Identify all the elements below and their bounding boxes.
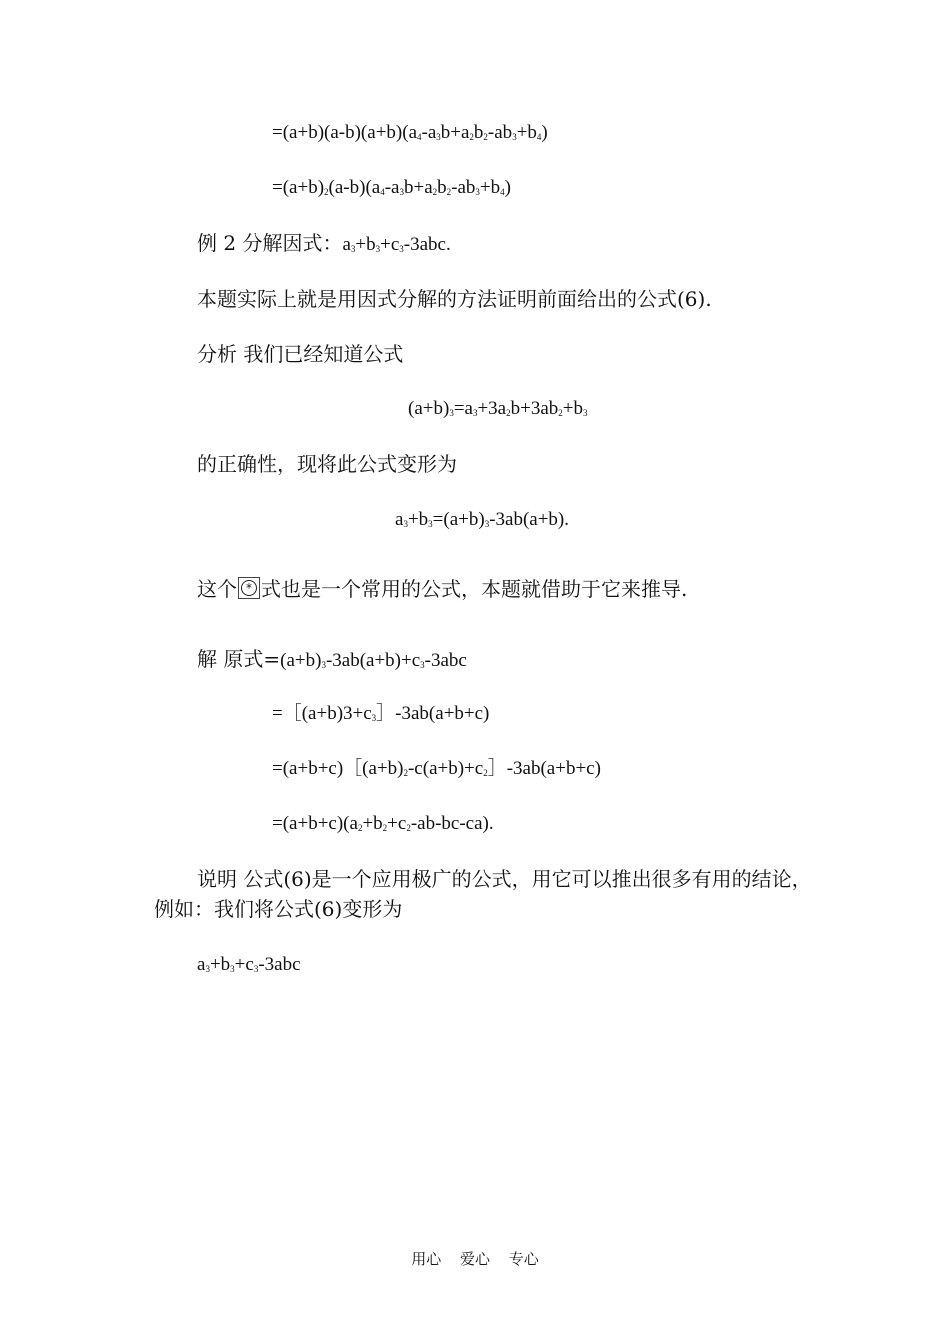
text: a [342, 234, 351, 255]
text: =a [453, 398, 473, 419]
text: -3ab(a+b). [489, 509, 570, 530]
text: =(a+b+c)(a [272, 813, 358, 834]
subscript: 3 [321, 660, 326, 670]
subscript: 2 [382, 823, 388, 833]
text: -a [384, 177, 400, 198]
text: -3abc [258, 954, 301, 975]
note-line-1: 说明 公式(6)是一个应用极广的公式，用它可以推出很多有用的结论， [197, 867, 812, 891]
subscript: 3 [512, 132, 517, 142]
subscript: 3 [428, 519, 433, 529]
text: b+a [403, 177, 433, 198]
note-line-2: 例如：我们将公式(6)变形为 [154, 897, 403, 921]
text: (a-b)(a [328, 177, 381, 198]
text: +c [234, 954, 254, 975]
subscript: 3 [230, 964, 235, 974]
formula-transformed [395, 508, 569, 532]
text: +b [562, 398, 583, 419]
text: b+3ab [510, 398, 559, 419]
subscript: 2 [483, 132, 488, 142]
text: +b [355, 234, 376, 255]
subscript: 3 [371, 713, 377, 723]
text: -3abc. [403, 234, 451, 255]
star-marker-icon [238, 577, 260, 599]
text: -c(a+b)+c [407, 758, 484, 779]
text: -3ab(a+b)+c [325, 650, 421, 671]
text: +b [362, 813, 383, 834]
solution-line-3 [272, 757, 601, 781]
subscript: 3 [399, 244, 404, 254]
text: ］-3ab(a+b+c) [487, 758, 601, 779]
text: +3a [477, 398, 507, 419]
formula-cube [408, 397, 588, 421]
subscript: 2 [357, 823, 363, 833]
text: 这个 [197, 577, 237, 601]
text: a [197, 954, 206, 975]
subscript: 3 [375, 244, 381, 254]
subscript: 3 [253, 964, 259, 974]
subscript: 2 [469, 132, 474, 142]
text: =(a+b) [432, 509, 485, 530]
formula-line-1 [272, 121, 548, 145]
example-2-heading [197, 231, 451, 257]
example-label: 例 2 分解因式： [197, 231, 343, 255]
subscript: 4 [417, 132, 422, 142]
subscript: 3 [399, 187, 404, 197]
paragraph-correctness: 的正确性，现将此公式变形为 [197, 452, 457, 476]
solution-line-2 [272, 702, 489, 726]
subscript: 4 [380, 187, 385, 197]
solution-line-4 [272, 812, 494, 836]
subscript: 2 [483, 768, 488, 778]
subscript: 3 [403, 519, 408, 529]
text: b [473, 122, 484, 143]
subscript: 3 [205, 964, 210, 974]
text: b [437, 177, 447, 198]
paragraph-star-formula [197, 577, 687, 601]
text: (a+b) [280, 650, 322, 671]
page-footer: 用心 爱心 专心 [411, 1250, 539, 1268]
solution-line-1 [197, 647, 467, 673]
text: -a [421, 122, 437, 143]
subscript: 2 [403, 768, 408, 778]
text: ) [504, 177, 511, 198]
final-expression [197, 953, 301, 977]
text: -ab [487, 122, 513, 143]
text: a [395, 509, 404, 530]
text: =(a+b) [272, 177, 325, 198]
text: ) [541, 122, 548, 143]
text: +b [479, 177, 501, 198]
subscript: 2 [432, 187, 438, 197]
text: +b [209, 954, 231, 975]
subscript: 3 [583, 408, 588, 418]
text: -ab-bc-ca). [410, 813, 494, 834]
text: 式也是一个常用的公式，本题就借助于它来推导. [261, 577, 688, 601]
subscript: 3 [472, 408, 478, 418]
subscript: 2 [324, 187, 329, 197]
subscript: 4 [500, 187, 505, 197]
formula-line-2 [272, 176, 511, 200]
subscript: 4 [536, 132, 542, 142]
subscript: 3 [449, 408, 454, 418]
subscript: 3 [475, 187, 480, 197]
text: (a+b) [408, 398, 450, 419]
text: =(a+b+c)［(a+b) [272, 758, 404, 779]
text: +b [407, 509, 429, 530]
paragraph-intro: 本题实际上就是用因式分解的方法证明前面给出的公式(6). [197, 287, 712, 311]
text: +c [380, 234, 400, 255]
text: +b [516, 122, 537, 143]
subscript: 2 [506, 408, 511, 418]
subscript: 3 [484, 519, 490, 529]
text: =［(a+b)3+c [272, 703, 372, 724]
text: -ab [451, 177, 476, 198]
text: ］-3ab(a+b+c) [376, 703, 490, 724]
subscript: 2 [558, 408, 563, 418]
subscript: 2 [406, 823, 411, 833]
paragraph-analysis: 分析 我们已经知道公式 [197, 342, 404, 366]
subscript: 2 [446, 187, 452, 197]
subscript: 3 [350, 244, 356, 254]
star-symbol: * [246, 581, 252, 595]
text: +c [387, 813, 407, 834]
solution-label: 解 原式= [197, 647, 281, 671]
text: b+a [440, 122, 470, 143]
subscript: 3 [436, 132, 441, 142]
subscript: 3 [420, 660, 425, 670]
text: -3abc [424, 650, 467, 671]
text: =(a+b)(a-b)(a+b)(a [272, 122, 417, 143]
